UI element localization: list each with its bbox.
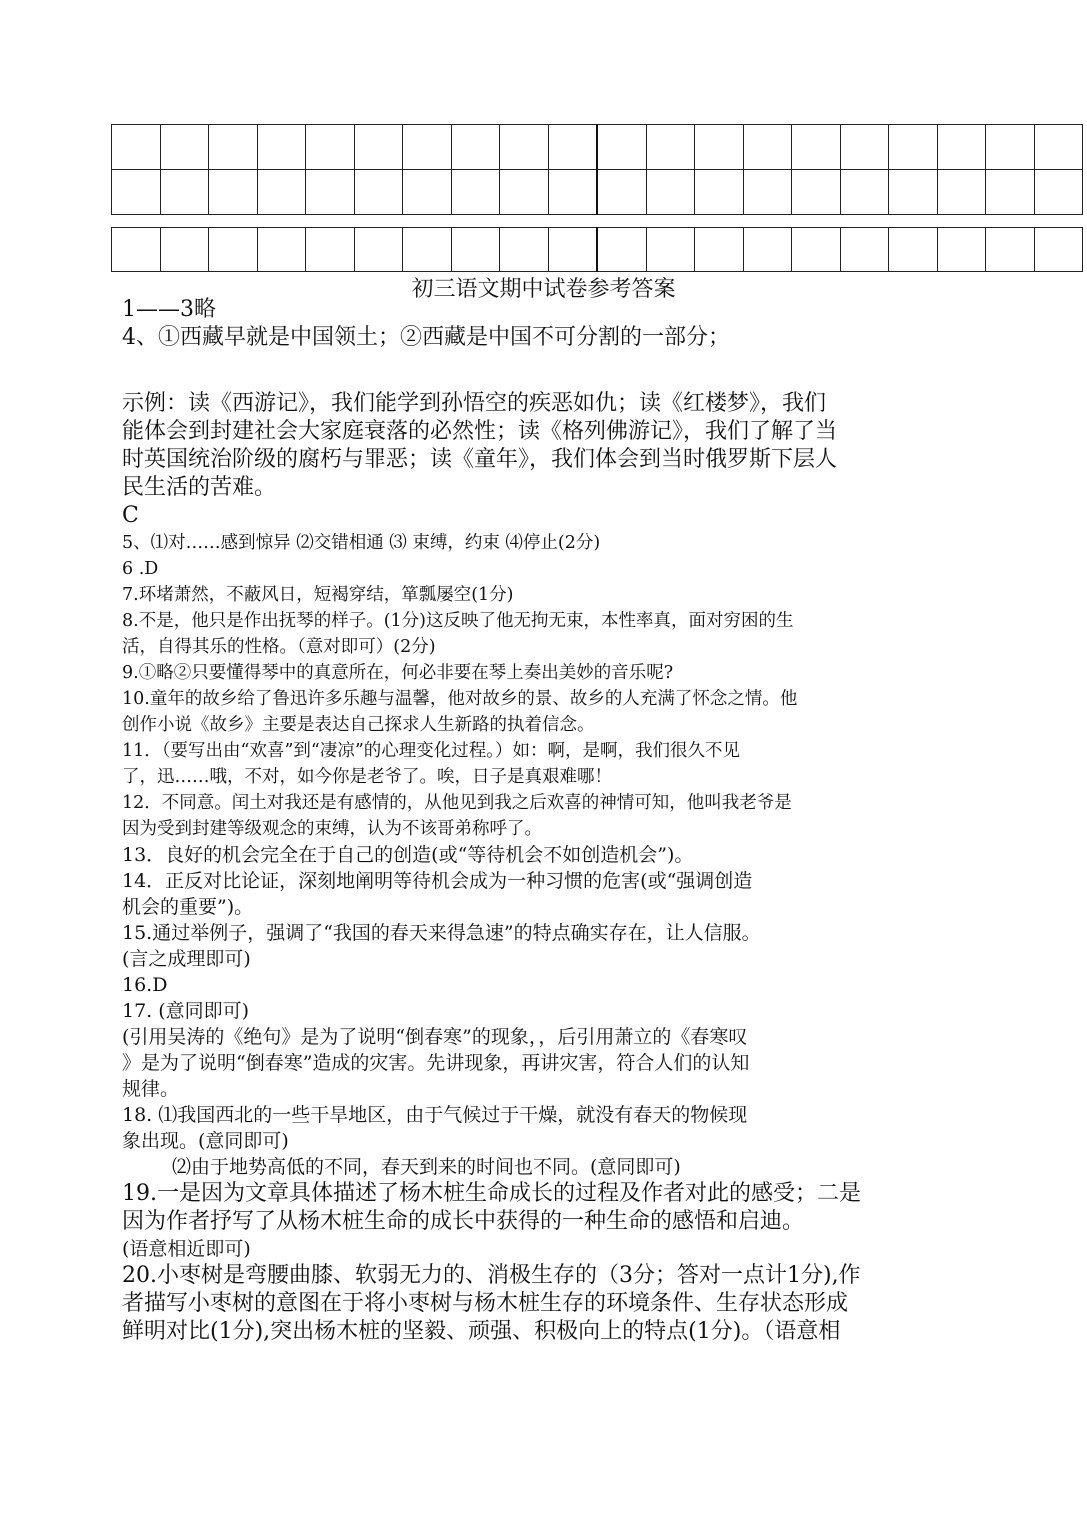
grid-cell [160, 170, 209, 215]
grid-cell [646, 170, 695, 215]
answer-line: 13．良好的机会完全在于自己的创造(或“等待机会不如创造机会”)。 [122, 844, 694, 866]
answer-line: 14．正反对比论证，深刻地阐明等待机会成为一种习惯的危害(或“强调创造 [122, 870, 753, 892]
grid-cell [548, 125, 597, 170]
answer-line: 鲜明对比(1分),突出杨木桩的坚毅、顽强、积极向上的特点(1分)。（语意相 [122, 1319, 841, 1344]
answer-line: 18. ⑴我国西北的一些干旱地区，由于气候过于干燥，就没有春天的物候现 [122, 1104, 748, 1126]
answer-line: 者描写小枣树的意图在于将小枣树与杨木桩生存的环境条件、生存状态形成 [122, 1291, 849, 1316]
grid-cell [209, 228, 258, 272]
grid-cell [840, 170, 889, 215]
grid-cell [112, 125, 161, 170]
grid-cell [548, 170, 597, 215]
grid-cell [695, 228, 744, 272]
grid-cell [257, 170, 306, 215]
grid-row [112, 228, 1083, 272]
answer-line: 8.不是，他只是作出抚琴的样子。(1分)这反映了他无拘无束，本性率真，面对穷困的生 [122, 611, 794, 631]
answer-line: 民生活的苦难。 [122, 475, 277, 500]
grid-cell [792, 228, 841, 272]
answer-line: 活，自得其乐的性格。（意对即可）(2分) [122, 637, 436, 657]
answer-line: 7.环堵萧然，不蔽风日，短褐穿结，箪瓢屡空(1分) [122, 585, 514, 605]
answer-line: 4、①西藏早就是中国领土；②西藏是中国不可分割的一部分； [122, 325, 730, 350]
answer-line: 规律。 [122, 1078, 180, 1100]
answer-grid-bottom [111, 227, 1083, 272]
answer-line: 了，迅……哦，不对，如今你是老爷了。唉，日子是真艰难哪！ [122, 767, 612, 787]
grid-cell [403, 125, 452, 170]
grid-cell [840, 125, 889, 170]
answer-line: C [122, 503, 139, 528]
grid-cell [306, 125, 355, 170]
grid-row [112, 125, 1083, 170]
grid-cell [257, 125, 306, 170]
grid-cell [889, 125, 938, 170]
grid-cell [112, 170, 161, 215]
grid-cell [986, 170, 1035, 215]
grid-cell [743, 170, 792, 215]
grid-cell [695, 125, 744, 170]
grid-cell [257, 228, 306, 272]
grid-cell [597, 228, 646, 272]
answer-line: 能体会到封建社会大家庭衰落的必然性；读《格列佛游记》，我们了解了当 [122, 419, 838, 444]
grid-cell [597, 170, 646, 215]
grid-cell [743, 125, 792, 170]
answer-line: 》是为了说明“倒春寒”造成的灾害。先讲现象，再讲灾害，符合人们的认知 [122, 1052, 750, 1074]
answer-line: 象出现。(意同即可) [122, 1130, 289, 1152]
grid-cell [792, 170, 841, 215]
answer-line: 11．（要写出由“欢喜”到“凄凉”的心理变化过程。）如：啊，是啊，我们很久不见 [122, 741, 741, 761]
grid-cell [500, 228, 549, 272]
grid-cell [986, 228, 1035, 272]
answer-grid-top [111, 124, 1083, 215]
answer-line: 6 .D [122, 559, 159, 579]
grid-cell [403, 228, 452, 272]
grid-cell [548, 228, 597, 272]
answer-line: 17. (意同即可) [122, 1000, 250, 1022]
answer-line: (言之成理即可) [122, 948, 251, 970]
blank-gap [122, 352, 982, 390]
grid-cell [112, 228, 161, 272]
document-title: 初三语文期中试卷参考答案 [411, 277, 676, 302]
grid-cell [354, 228, 403, 272]
grid-cell [306, 170, 355, 215]
grid-cell [695, 170, 744, 215]
grid-cell [306, 228, 355, 272]
answer-line: 10.童年的故乡给了鲁迅许多乐趣与温馨，他对故乡的景、故乡的人充满了怀念之情。他 [122, 689, 798, 709]
grid-cell [209, 170, 258, 215]
answer-line: 9.①略②只要懂得琴中的真意所在，何必非要在琴上奏出美妙的音乐呢? [122, 663, 674, 683]
grid-cell [160, 125, 209, 170]
grid-cell [354, 170, 403, 215]
grid-cell [451, 170, 500, 215]
grid-cell [937, 125, 986, 170]
answer-line: 机会的重要”)。 [122, 896, 254, 918]
grid-cell [500, 170, 549, 215]
grid-row [112, 170, 1083, 215]
grid-cell [1034, 228, 1083, 272]
answer-line: 示例：读《西游记》，我们能学到孙悟空的疾恶如仇；读《红楼梦》，我们 [122, 391, 827, 416]
answer-line: 5、⑴对……感到惊异 ⑵交错相通 ⑶ 束缚，约束 ⑷停止(2分) [122, 533, 601, 553]
grid-cell [1034, 125, 1083, 170]
grid-cell [354, 125, 403, 170]
answer-body [122, 296, 982, 1346]
grid-cell [403, 170, 452, 215]
answer-line: 16.D [122, 974, 168, 996]
answer-line: 因为受到封建等级观念的束缚，认为不该哥弟称呼了。 [122, 819, 542, 839]
grid-cell [937, 228, 986, 272]
grid-cell [500, 125, 549, 170]
grid-cell [597, 125, 646, 170]
answer-line: 时英国统治阶级的腐朽与罪恶；读《童年》，我们体会到当时俄罗斯下层人 [122, 447, 838, 472]
grid-cell [646, 125, 695, 170]
grid-cell [451, 228, 500, 272]
grid-cell [889, 228, 938, 272]
answer-line: 20.小枣树是弯腰曲膝、软弱无力的、消极生存的（3分；答对一点计1分),作 [122, 1263, 861, 1288]
answer-line: 因为作者抒写了从杨木桩生命的成长中获得的一种生命的感悟和启迪。 [122, 1209, 805, 1234]
grid-cell [743, 228, 792, 272]
answer-line: 19.一是因为文章具体描述了杨木桩生命成长的过程及作者对此的感受；二是 [122, 1181, 861, 1206]
grid-cell [451, 125, 500, 170]
answer-line: 12．不同意。闰土对我还是有感情的，从他见到我之后欢喜的神情可知，他叫我老爷是 [122, 793, 792, 813]
answer-line: ⑵由于地势高低的不同，春天到来的时间也不同。(意同即可) [172, 1156, 681, 1178]
grid-cell [160, 228, 209, 272]
answer-line: 1——3略 [122, 297, 216, 322]
grid-cell [986, 125, 1035, 170]
grid-cell [646, 228, 695, 272]
answer-line: 创作小说《故乡》主要是表达自己探求人生新路的执着信念。 [122, 715, 595, 735]
grid-cell [889, 170, 938, 215]
grid-cell [840, 228, 889, 272]
answer-line: (语意相近即可) [122, 1238, 251, 1260]
answer-line: 15.通过举例子，强调了“我国的春天来得急速”的特点确实存在，让人信服。 [122, 922, 761, 944]
grid-cell [209, 125, 258, 170]
grid-cell [792, 125, 841, 170]
grid-cell [937, 170, 986, 215]
answer-line: (引用吴涛的《绝句》是为了说明“倒春寒”的现象，，后引用萧立的《春寒叹 [122, 1026, 748, 1048]
grid-cell [1034, 170, 1083, 215]
